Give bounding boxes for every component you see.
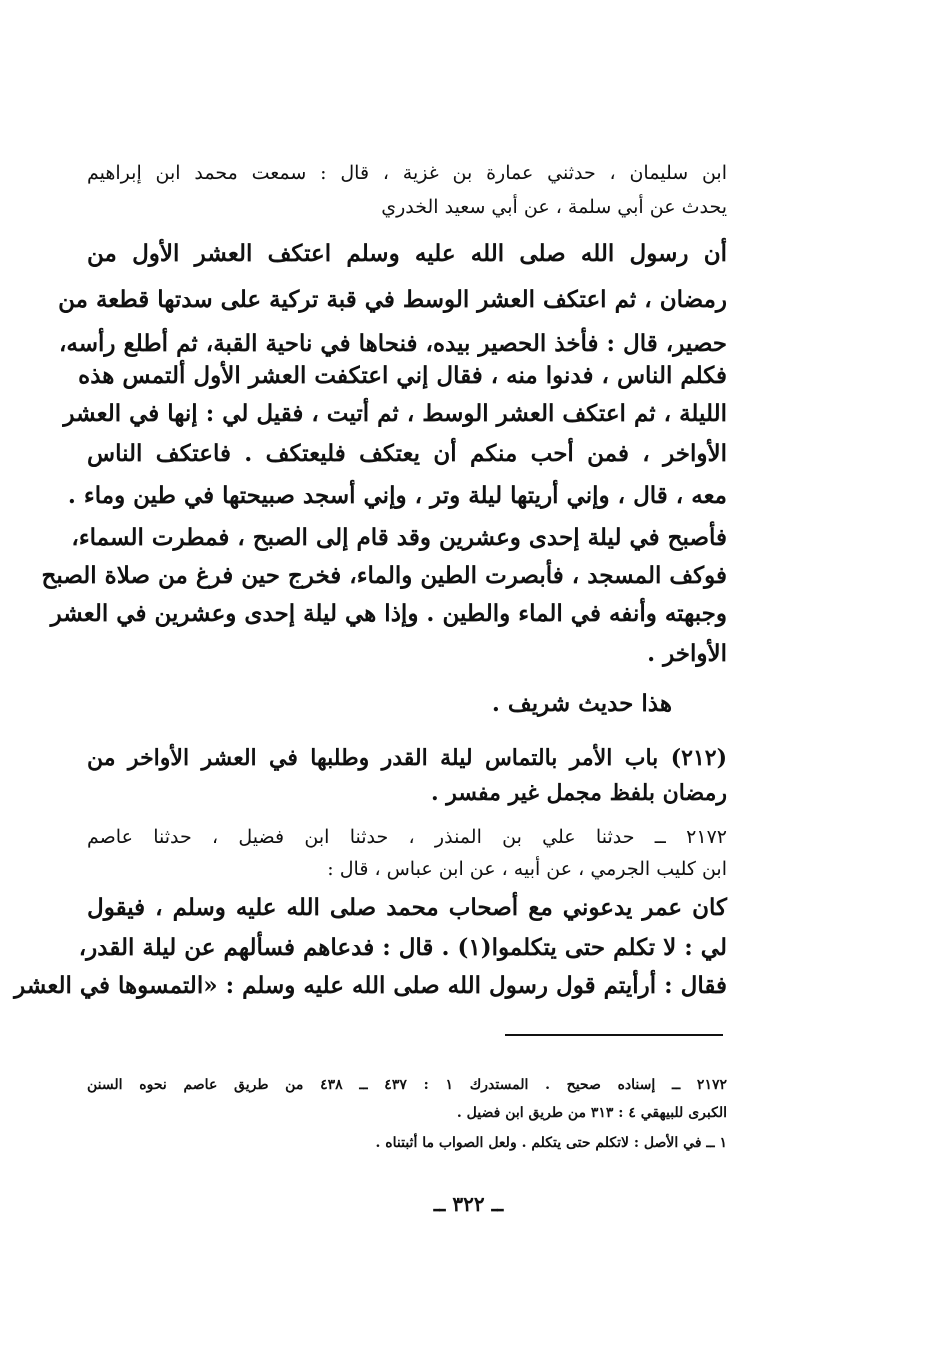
text-line: وجبهته وأنفه في الماء والطين . وإذا هي ليلة إحدى وعشرين في العشر <box>50 600 727 627</box>
text-line: الأواخر ، فمن أحب منكم أن يعتكف فليعتكف . فاعتكف الناس <box>87 440 727 467</box>
text-line: فكلم الناس ، فدنوا منه ، فقال إني اعتكفت العشر الأول ألتمس هذه <box>78 362 727 389</box>
text-line: ابن سليمان ، حدثني عمارة بن غزية ، قال : سمعت محمد ابن إبراهيم <box>87 162 727 184</box>
text-line: رمضان ، ثم اعتكف العشر الوسط في قبة تركية على سدتها قطعة من <box>58 286 727 313</box>
footnote-line: ٢١٧٢ ــ إسناده صحيح . المستدرك ١ : ٤٣٧ ــ ٤٣٨ من طريق عاصم نحوه السنن <box>87 1077 727 1093</box>
text-line: معه ، قال ، وإني أريتها ليلة وتر ، وإني أسجد صبيحتها في طين وماء . <box>67 482 727 509</box>
page-number: ــ ٣٢٢ ــ <box>433 1192 504 1216</box>
footnote-line: الكبرى للبيهقي ٤ : ٣١٣ من طريق ابن فضيل . <box>456 1105 727 1121</box>
text-line: فقال : أرأيتم قول رسول الله صلى الله عليه وسلم : «التمسوها في العشر <box>14 972 727 999</box>
text-line: ابن كليب الجرمي ، عن أبيه ، عن ابن عباس ، قال : <box>327 858 727 880</box>
text-line: لي : لا تكلم حتى يتكلموا(١) . قال : فدعاهم فسألهم عن ليلة القدر، <box>78 934 727 961</box>
text-line: رمضان بلفظ مجمل غير مفسر . <box>430 780 727 806</box>
text-line: ٢١٧٢ ــ حدثنا علي بن المنذر ، حدثنا ابن فضيل ، حدثنا عاصم <box>87 826 727 848</box>
text-line: حصير، قال : فأخذ الحصير بيده، فنحاها في ناحية القبة، ثم أطلع رأسه، <box>58 330 727 357</box>
text-line: الليلة ، ثم اعتكف العشر الوسط ، ثم أتيت ، فقيل لي : إنها في العشر <box>63 400 727 427</box>
footnote-line: ١ ــ في الأصل : لاتكلم حتى يتكلم . ولعل الصواب ما أثبتناه . <box>375 1135 727 1151</box>
text-line: فأصبح في ليلة إحدى وعشرين وقد قام إلى الصبح ، فمطرت السماء، <box>71 524 727 551</box>
text-line: يحدث عن أبي سلمة ، عن أبي سعيد الخدري <box>381 196 727 218</box>
text-line: هذا حديث شريف . <box>491 690 672 717</box>
text-line: (٢١٢) باب الأمر بالتماس ليلة القدر وطلبها في العشر الأواخر من <box>87 745 727 771</box>
footnote-separator <box>505 1034 723 1036</box>
text-line: كان عمر يدعوني مع أصحاب محمد صلى الله عليه وسلم ، فيقول <box>87 894 727 921</box>
text-line: أن رسول الله صلى الله عليه وسلم اعتكف العشر الأول من <box>87 240 727 267</box>
text-line: فوكف المسجد ، فأبصرت الطين والماء، فخرج حين فرغ من صلاة الصبح <box>41 562 727 589</box>
text-line: الأواخر . <box>647 640 727 667</box>
